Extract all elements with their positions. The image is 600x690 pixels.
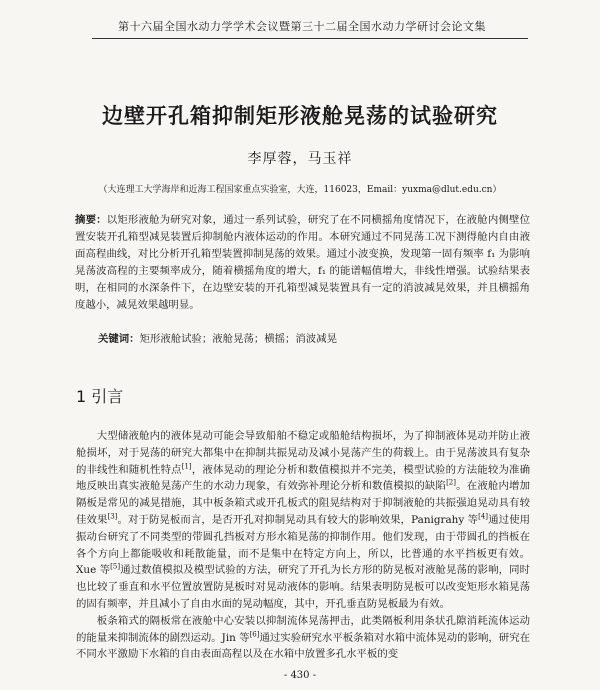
citation: [2]	[446, 478, 456, 487]
citation: [5]	[110, 562, 121, 571]
body-text-run: 通过数值模拟及模型试验的方法，研究了开孔为长方形的防晃板对液舱晃荡的影响，同时也比较了垂直和水平位置放置防晃板时对晃动液体的影响。结果表明防晃板可以改变矩形水箱晃荡的固有频率，并且减小了自由水面的晃动幅度，其中，开孔垂直防晃板最为有效。	[76, 564, 530, 610]
paper-authors: 李厚蓉，马玉祥	[247, 151, 353, 167]
keywords	[98, 331, 528, 348]
body-text-run: 大型储液舱内的液体晃动可能会导致船舶不稳定或船舱结构损坏，为了抑制液体晃动并防止液舱损坏，对于晃荡的研究大都集中在抑制共振晃动及减小晃荡产生的荷载上。由于晃荡波具有复杂的非线性和随机性特点	[76, 430, 530, 476]
citation: [6]	[249, 630, 260, 639]
page-number: - 430 -	[283, 670, 317, 681]
abstract-label: 摘要：	[75, 214, 107, 226]
body-text-run: ，液体晃动的理论分析和数值模拟并不完美，模型试验的方法能较为准确地反映出真实液舱晃荡产生的水动力现象，有效弥补理论分析和数值模拟的缺陷	[76, 463, 530, 493]
abstract-text: 以矩形液舱为研究对象，通过一系列试验，研究了在不同横摇角度情况下，在液舱内侧壁位置安装开孔箱型减晃装置后抑制舱内液体运动的作用。本研究通过不同晃荡工况下测得舱内自由液面高程曲线，对比分析开孔箱型装置抑制晃荡的效果。通过小波变换，发现第一固有频率 f₁ 为影响晃荡波高程的主要频率成分，随着横摇角度的增大，f₁ 的能谱幅值增大，非线性增强。试验结果表明，在相同的水深条件下，在边壁安装的开孔箱型减晃装置具有一定的消波减晃效果，并且横摇角度越小，减晃效果越明显。	[75, 214, 531, 311]
header-rule-dash	[510, 38, 528, 39]
body-text-run: 。在液舱内增加隔板是常见的减晃措施，其中板条箱式或开孔板式的阻晃结构对于抑制液舱的共振强迫晃动具有较佳效果	[76, 480, 530, 526]
paper-title: 边壁开孔箱抑制矩形液舱晃荡的试验研究	[102, 104, 498, 128]
body-paragraph	[76, 613, 530, 663]
paper-affiliation: （大连理工大学海岸和近海工程国家重点实验室，大连，116023，Email：yuxma@dlut.edu.cn）	[98, 185, 502, 195]
body-text-run: 通过使用振动台研究了不同类型的带圆孔挡板对方形水箱晃荡的抑制作用。他们发现，由于带圆孔的挡板在各个方向上都能吸收和耗散能量，而不是集中在特定方向上，所以，比普通的水平挡板更有效。Xue 等	[76, 513, 530, 577]
running-header: 第十六届全国水动力学学术会议暨第三十二届全国水动力学研讨会论文集	[92, 16, 512, 39]
keywords-label: 关键词：	[98, 333, 140, 345]
body-text-run: 通过实验研究水平板条箱对水箱中流体晃动的影响，研究在不同水平激励下水箱的自由表面高程以及在水箱中放置多孔水平板的变	[76, 631, 530, 661]
body-paragraph	[76, 428, 530, 613]
citation: [4]	[478, 512, 489, 521]
citation: [1]	[181, 462, 192, 471]
citation: [3]	[107, 512, 118, 521]
body-text	[76, 428, 530, 663]
keywords-text: 矩形液舱试验；液舱晃荡；横摇；消波减晃	[139, 333, 337, 345]
body-text-run: 板条箱式的隔板常在液舱中心安装以抑制流体晃荡押击，此类隔板利用条状孔隙消耗流体运动的能量来抑制流体的剧烈运动。Jin 等	[76, 614, 530, 644]
section-heading-introduction: 1 引言	[76, 387, 124, 406]
body-text-run: 。对于防晃板而言，是否开孔对抑制晃动具有较大的影响效果，Panigrahy 等	[117, 513, 479, 526]
abstract	[75, 212, 530, 314]
